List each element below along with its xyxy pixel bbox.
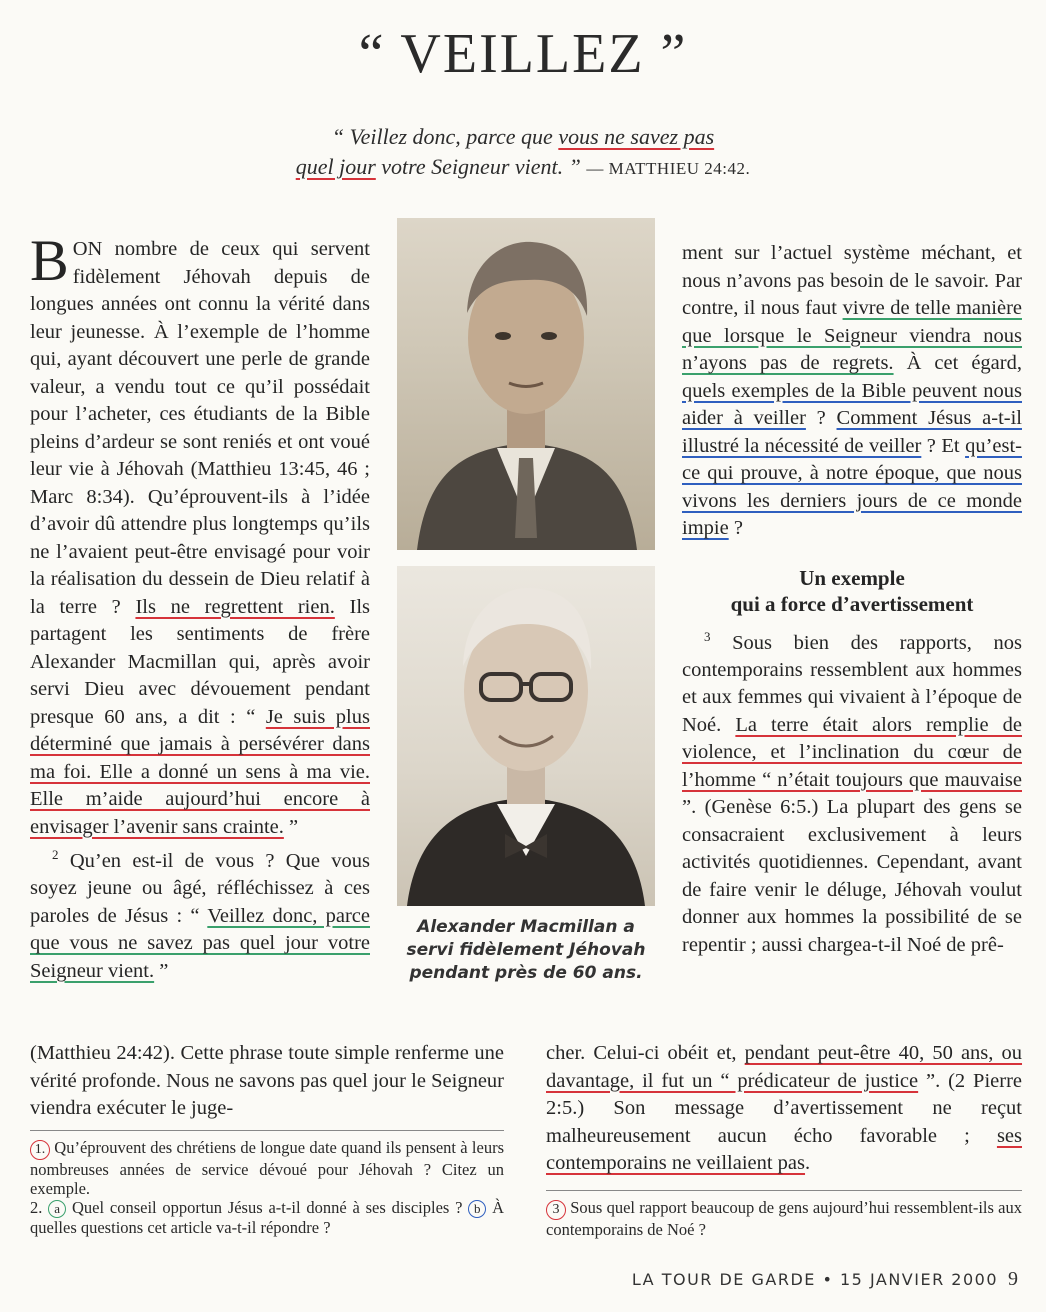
p3-text-a: Sous bien des rapports, nos contemporains ressemblent aux hommes et aux femmes qui vivaient à l’époque de Noé. [682,631,1022,736]
r1-text-c: À cet égard, [893,352,1022,374]
question-number-2: 2. [30,1198,43,1217]
drop-cap: B [30,228,69,293]
right-continuation-text [546,1040,1022,1178]
r1-text-b: vivre de telle manière que lorsque le Seigneur viendra nous n’ayons pas de regrets. [682,297,1022,374]
photo-caption: Alexander Macmillan a servi fidèlement Jéhovah pendant près de 60 ans. [406,917,646,983]
portrait-young-illustration [397,218,655,550]
question-2b-text: À quelles questions cet article va-t-il répondre ? [30,1198,505,1237]
r1-text-f: Comment Jésus a-t-il illustré la nécessité de veiller [682,407,1022,457]
question-1-text: Qu’éprouvent des chrétiens de longue date quand ils pensent à leurs nombreuses années de service dévoué pour Jéhovah ? Citez un exemple. [30,1138,504,1198]
page-number: 9 [1008,1268,1018,1290]
subheading-line-2: qui a force d’avertissement [730,591,974,616]
p2-text-c: ” [154,959,169,982]
p2-text-a: Qu’en est-il de vous ? Que vous soyez jeune ou âgé, réfléchissez à ces paroles de Jésus : “ [30,849,370,927]
r1-text-d: quels exemples de la Bible peuvent nous aider à veiller [682,379,1022,429]
r1-text-i: ? [728,517,743,539]
p1-text-a: ON nombre de ceux qui servent fidèlement Jéhovah depuis de longues années ont connu la vérité dans leur jeunesse. À l’exemple de l’homme qui, ayant découvert une perle de grande valeur, a vendu tout ce qu’il possédait pour l’acheter, ces étudiants de la Bible pleins d’ardeur se sont reniés et ont voué leur vie à Jéhovah (Matthieu 13:45, 46 ; Marc 8:34). Qu’éprouvent-ils à l’idée d’avoir dû attendre plus longtemps qu’ils ne l’avaient peut-être envisagé pour voir la réalisation du dessein de Dieu relatif à la terre ? [30,238,370,618]
p3-text-d: cher. Celui-ci obéit et, [546,1042,745,1064]
epigraph [120,122,926,184]
study-questions-right [546,1198,1022,1239]
paragraph-number-2: 2 [52,847,59,862]
r1-text-g: ? Et [921,434,966,457]
p1-text-b: Ils ne regrettent rien. [135,595,335,618]
p3-text-c: ”. (Genèse 6:5.) La plupart des gens se consacraient exclusivement à leurs activités quotidiennes. Cependant, avant de faire venir le déluge, Jéhovah voulut donner aux hommes la possibilité de se repentir ; aussi chargea-t-il Noé de prê- [682,796,1022,956]
portrait-photo-young [397,218,655,550]
p3-text-h: . [805,1152,811,1174]
portrait-old-illustration [397,566,655,906]
p1-text-e: ” [283,815,299,838]
epigraph-text-c: quel jour [295,154,376,179]
question-1 [30,1138,504,1198]
question-3 [546,1198,1022,1239]
epigraph-text-b: vous ne savez pas [558,124,715,149]
footer-magazine: LA TOUR DE GARDE • 15 JANVIER 2000 [631,1270,998,1289]
r1-text-h: qu’est-ce qui prouve, à notre époque, que nous vivons les derniers jours de ce monde impie [682,434,1022,539]
p2-text-b: Veillez donc, parce que vous ne savez pas quel jour votre Seigneur vient. [30,904,370,982]
right-continuation [546,1040,1022,1178]
questions-divider-left [30,1130,504,1131]
paragraph-1 [30,228,370,841]
left-column [30,228,370,985]
p3-text-e: pendant peut-être 40, 50 ans, ou davantage, il fut un “ prédicateur de justice [546,1042,1023,1092]
paragraph-number-3: 3 [704,628,711,644]
question-2a-letter: a [48,1200,66,1218]
page-footer [632,1268,1018,1291]
question-2b-letter: b [468,1200,486,1218]
continuation-text: (Matthieu 24:42). Cette phrase toute simple renferme une vérité profonde. Nous ne savons pas quel jour le Seigneur viendra exécuter le juge- [30,1042,504,1119]
left-continuation [30,1040,504,1123]
epigraph-text-d: votre Seigneur vient. ” [375,154,587,179]
p1-text-c: Ils partagent les sentiments de frère Alexander Macmillan qui, après avoir servi Dieu avec dévouement pendant presque 60 ans, a dit : “ [30,595,370,728]
right-column [682,240,1022,959]
p3-text-f: ”. (2 Pierre 2:5.) Son message d’avertissement ne reçut malheureusement aucun écho favorable ; [546,1069,1023,1147]
questions-divider-right [546,1190,1022,1191]
question-2 [30,1198,504,1237]
question-2a-text: Quel conseil opportun Jésus a-t-il donné à ses disciples ? [66,1198,469,1217]
subheading-line-1: Un exemple [799,565,905,590]
paragraph-3 [682,623,1022,960]
question-number-1: 1. [30,1140,50,1160]
portrait-photo-old [397,566,655,906]
p3-text-g: ses contemporains ne veillaient pas [546,1124,1022,1174]
p1-text-d: Je suis plus déterminé que jamais à persévérer dans ma foi. Elle a donné un sens à ma vie. Elle m’aide aujourd’hui encore à envisager l’avenir sans crainte. [30,705,370,838]
p3-text-b: La terre était alors remplie de violence, et l’inclination du cœur de l’homme “ n’était toujours que mauvaise [682,713,1022,791]
r1-text-a: ment sur l’actuel système méchant, et nous n’avons pas besoin de le savoir. Par contre, il nous faut [682,242,1022,319]
right-paragraph-1 [682,240,1022,543]
epigraph-reference: — MATTHIEU 24:42. [586,159,751,178]
page-title: “ VEILLEZ ” [358,23,688,85]
question-number-3: 3 [546,1200,566,1220]
paragraph-2 [30,841,370,985]
question-3-text: Sous quel rapport beaucoup de gens aujourd’hui ressemblent-ils aux contemporains de Noé ? [546,1198,1022,1239]
section-subheading [682,565,1022,617]
study-questions-left [30,1138,504,1237]
epigraph-text-a: “ Veillez donc, parce que [331,124,559,149]
r1-text-e: ? [805,407,837,429]
